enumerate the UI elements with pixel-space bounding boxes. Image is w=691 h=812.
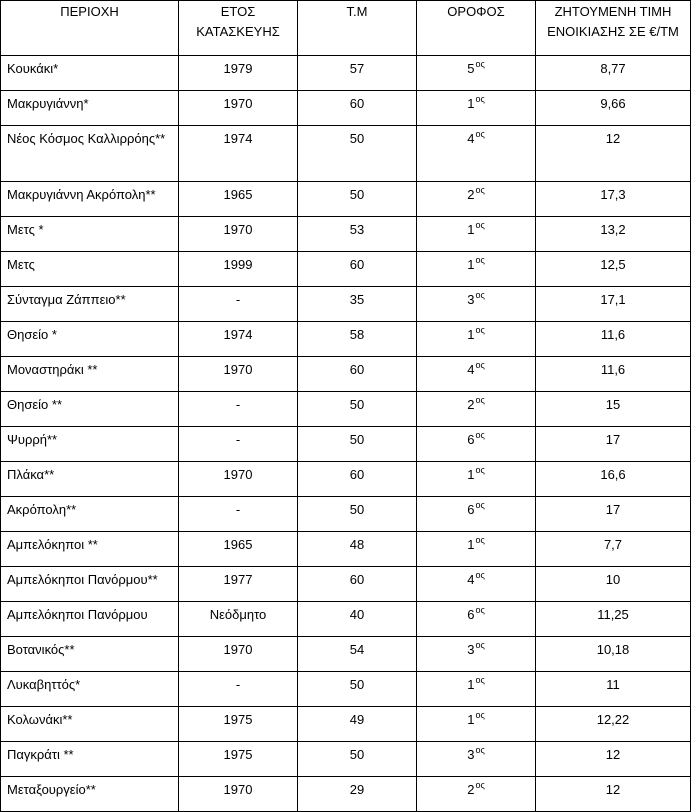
cell-year: 1974 xyxy=(179,126,298,182)
table-row xyxy=(1,287,691,322)
cell-floor xyxy=(417,287,536,322)
floor-number: 1 xyxy=(467,712,475,727)
cell-year: 1970 xyxy=(179,91,298,126)
header-sqm: Τ.Μ xyxy=(298,1,417,56)
table-body xyxy=(1,56,691,812)
cell-area: Αμπελόκηποι Πανόρμου xyxy=(1,602,179,637)
floor-ordinal-suffix: ος xyxy=(475,640,485,650)
cell-year: 1965 xyxy=(179,182,298,217)
cell-sqm: 40 xyxy=(298,602,417,637)
cell-sqm: 49 xyxy=(298,707,417,742)
cell-year: - xyxy=(179,497,298,532)
floor-ordinal-suffix: ος xyxy=(475,535,485,545)
cell-year: 1970 xyxy=(179,777,298,812)
cell-year: 1970 xyxy=(179,462,298,497)
cell-year: 1979 xyxy=(179,56,298,91)
cell-year: 1974 xyxy=(179,322,298,357)
table-row xyxy=(1,427,691,462)
floor-number: 2 xyxy=(467,187,475,202)
cell-sqm: 53 xyxy=(298,217,417,252)
cell-sqm: 48 xyxy=(298,532,417,567)
floor-ordinal-suffix: ος xyxy=(475,185,485,195)
floor-number: 4 xyxy=(467,362,475,377)
cell-area: Μετς * xyxy=(1,217,179,252)
header-price: ΖΗΤΟΥΜΕΝΗ ΤΙΜΗ ΕΝΟΙΚΙΑΣΗΣ ΣΕ €/ΤΜ xyxy=(536,1,691,56)
cell-floor xyxy=(417,392,536,427)
cell-floor xyxy=(417,56,536,91)
floor-ordinal-suffix: ος xyxy=(475,129,485,139)
floor-number: 1 xyxy=(467,677,475,692)
table-row xyxy=(1,777,691,812)
cell-sqm: 50 xyxy=(298,182,417,217)
cell-price: 17 xyxy=(536,427,691,462)
cell-year: - xyxy=(179,672,298,707)
cell-area: Θησείο ** xyxy=(1,392,179,427)
cell-area: Μεταξουργείο** xyxy=(1,777,179,812)
cell-price: 15 xyxy=(536,392,691,427)
table-row xyxy=(1,91,691,126)
header-floor: ΟΡΟΦΟΣ xyxy=(417,1,536,56)
cell-year: 1970 xyxy=(179,217,298,252)
cell-area: Κολωνάκι** xyxy=(1,707,179,742)
table-row xyxy=(1,567,691,602)
table-row xyxy=(1,637,691,672)
cell-sqm: 60 xyxy=(298,567,417,602)
floor-ordinal-suffix: ος xyxy=(475,710,485,720)
cell-floor xyxy=(417,126,536,182)
cell-price: 12 xyxy=(536,126,691,182)
cell-year: - xyxy=(179,392,298,427)
floor-number: 2 xyxy=(467,782,475,797)
cell-area: Μετς xyxy=(1,252,179,287)
table-row xyxy=(1,462,691,497)
cell-year: Νεόδμητο xyxy=(179,602,298,637)
table-row xyxy=(1,602,691,637)
cell-year: 1970 xyxy=(179,357,298,392)
cell-floor xyxy=(417,777,536,812)
cell-year: 1977 xyxy=(179,567,298,602)
cell-price: 17,1 xyxy=(536,287,691,322)
floor-ordinal-suffix: ος xyxy=(475,605,485,615)
table-row xyxy=(1,182,691,217)
cell-sqm: 35 xyxy=(298,287,417,322)
cell-floor xyxy=(417,252,536,287)
floor-ordinal-suffix: ος xyxy=(475,465,485,475)
floor-ordinal-suffix: ος xyxy=(475,500,485,510)
floor-ordinal-suffix: ος xyxy=(475,360,485,370)
floor-ordinal-suffix: ος xyxy=(475,325,485,335)
cell-price: 16,6 xyxy=(536,462,691,497)
floor-ordinal-suffix: ος xyxy=(475,59,485,69)
cell-price: 17,3 xyxy=(536,182,691,217)
cell-floor xyxy=(417,637,536,672)
cell-sqm: 60 xyxy=(298,252,417,287)
cell-floor xyxy=(417,672,536,707)
cell-sqm: 50 xyxy=(298,497,417,532)
floor-number: 1 xyxy=(467,257,475,272)
cell-price: 12,5 xyxy=(536,252,691,287)
cell-price: 10 xyxy=(536,567,691,602)
floor-ordinal-suffix: ος xyxy=(475,395,485,405)
floor-ordinal-suffix: ος xyxy=(475,675,485,685)
cell-floor xyxy=(417,322,536,357)
header-row xyxy=(1,1,691,56)
cell-floor xyxy=(417,567,536,602)
cell-area: Νέος Κόσμος Καλλιρρόης** xyxy=(1,126,179,182)
cell-floor xyxy=(417,707,536,742)
table-row xyxy=(1,252,691,287)
cell-price: 11 xyxy=(536,672,691,707)
cell-floor xyxy=(417,357,536,392)
cell-floor xyxy=(417,182,536,217)
cell-floor xyxy=(417,532,536,567)
floor-number: 1 xyxy=(467,327,475,342)
cell-price: 9,66 xyxy=(536,91,691,126)
floor-ordinal-suffix: ος xyxy=(475,745,485,755)
floor-number: 6 xyxy=(467,607,475,622)
cell-year: - xyxy=(179,427,298,462)
cell-sqm: 60 xyxy=(298,462,417,497)
cell-year: 1999 xyxy=(179,252,298,287)
cell-year: - xyxy=(179,287,298,322)
cell-year: 1965 xyxy=(179,532,298,567)
cell-price: 12 xyxy=(536,777,691,812)
header-year: ΕΤΟΣ ΚΑΤΑΣΚΕΥΗΣ xyxy=(179,1,298,56)
cell-sqm: 50 xyxy=(298,392,417,427)
cell-floor xyxy=(417,217,536,252)
cell-sqm: 50 xyxy=(298,742,417,777)
cell-floor xyxy=(417,497,536,532)
cell-floor xyxy=(417,427,536,462)
floor-ordinal-suffix: ος xyxy=(475,94,485,104)
cell-year: 1970 xyxy=(179,637,298,672)
table-row xyxy=(1,217,691,252)
cell-price: 11,25 xyxy=(536,602,691,637)
floor-number: 1 xyxy=(467,537,475,552)
floor-number: 1 xyxy=(467,96,475,111)
floor-number: 1 xyxy=(467,467,475,482)
floor-ordinal-suffix: ος xyxy=(475,430,485,440)
table-row xyxy=(1,707,691,742)
table-row xyxy=(1,357,691,392)
cell-area: Κουκάκι* xyxy=(1,56,179,91)
cell-year: 1975 xyxy=(179,707,298,742)
table-row xyxy=(1,392,691,427)
cell-area: Αμπελόκηποι ** xyxy=(1,532,179,567)
cell-sqm: 50 xyxy=(298,126,417,182)
floor-ordinal-suffix: ος xyxy=(475,220,485,230)
cell-sqm: 58 xyxy=(298,322,417,357)
table-row xyxy=(1,126,691,182)
cell-price: 12 xyxy=(536,742,691,777)
header-area: ΠΕΡΙΟΧΗ xyxy=(1,1,179,56)
cell-price: 10,18 xyxy=(536,637,691,672)
cell-area: Παγκράτι ** xyxy=(1,742,179,777)
cell-sqm: 50 xyxy=(298,427,417,462)
cell-price: 17 xyxy=(536,497,691,532)
cell-sqm: 60 xyxy=(298,357,417,392)
cell-floor xyxy=(417,602,536,637)
cell-price: 11,6 xyxy=(536,322,691,357)
cell-area: Αμπελόκηποι Πανόρμου** xyxy=(1,567,179,602)
cell-area: Μακρυγιάννη* xyxy=(1,91,179,126)
table-row xyxy=(1,56,691,91)
cell-area: Πλάκα** xyxy=(1,462,179,497)
cell-sqm: 57 xyxy=(298,56,417,91)
table-row xyxy=(1,322,691,357)
floor-number: 1 xyxy=(467,222,475,237)
cell-sqm: 54 xyxy=(298,637,417,672)
floor-number: 4 xyxy=(467,131,475,146)
cell-area: Ψυρρή** xyxy=(1,427,179,462)
cell-area: Μακρυγιάννη Ακρόπολη** xyxy=(1,182,179,217)
table-row xyxy=(1,672,691,707)
cell-floor xyxy=(417,91,536,126)
cell-sqm: 60 xyxy=(298,91,417,126)
cell-price: 13,2 xyxy=(536,217,691,252)
floor-number: 6 xyxy=(467,432,475,447)
table-row xyxy=(1,742,691,777)
floor-number: 3 xyxy=(467,642,475,657)
cell-floor xyxy=(417,742,536,777)
cell-price: 7,7 xyxy=(536,532,691,567)
floor-ordinal-suffix: ος xyxy=(475,255,485,265)
cell-floor xyxy=(417,462,536,497)
cell-price: 8,77 xyxy=(536,56,691,91)
floor-ordinal-suffix: ος xyxy=(475,780,485,790)
floor-number: 4 xyxy=(467,572,475,587)
floor-number: 3 xyxy=(467,292,475,307)
floor-number: 6 xyxy=(467,502,475,517)
cell-sqm: 29 xyxy=(298,777,417,812)
cell-price: 11,6 xyxy=(536,357,691,392)
floor-ordinal-suffix: ος xyxy=(475,290,485,300)
cell-area: Σύνταγμα Ζάππειο** xyxy=(1,287,179,322)
cell-year: 1975 xyxy=(179,742,298,777)
cell-area: Μοναστηράκι ** xyxy=(1,357,179,392)
cell-area: Ακρόπολη** xyxy=(1,497,179,532)
cell-sqm: 50 xyxy=(298,672,417,707)
table-row xyxy=(1,497,691,532)
cell-price: 12,22 xyxy=(536,707,691,742)
floor-ordinal-suffix: ος xyxy=(475,570,485,580)
floor-number: 5 xyxy=(467,61,475,76)
floor-number: 2 xyxy=(467,397,475,412)
cell-area: Λυκαβηττός* xyxy=(1,672,179,707)
table-row xyxy=(1,532,691,567)
cell-area: Θησείο * xyxy=(1,322,179,357)
cell-area: Βοτανικός** xyxy=(1,637,179,672)
floor-number: 3 xyxy=(467,747,475,762)
